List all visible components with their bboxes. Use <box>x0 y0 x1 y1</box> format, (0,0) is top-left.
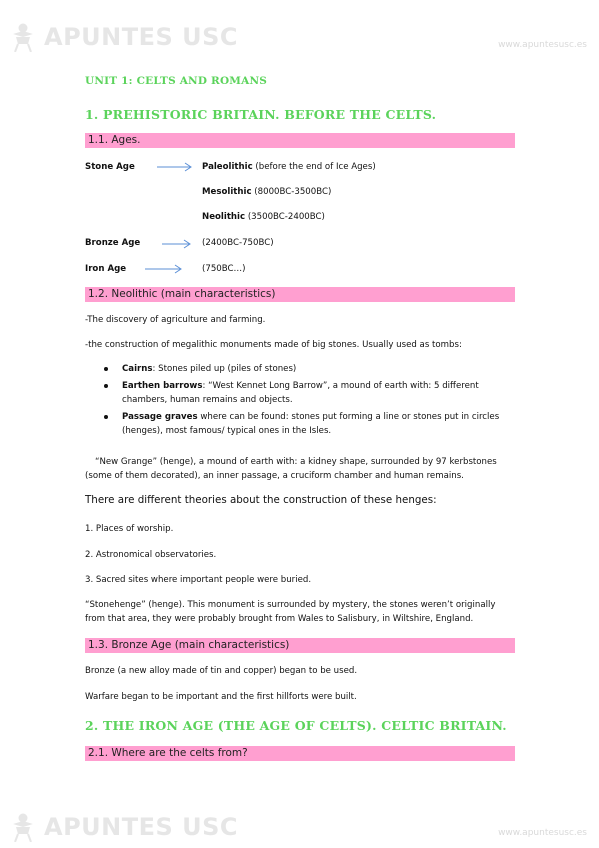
watermark-bottom <box>10 812 238 842</box>
arrow-right-icon <box>162 239 192 249</box>
bronze-age-label: Bronze Age <box>85 238 141 248</box>
iron-age-dates: (750BC…) <box>202 264 246 274</box>
watermark-url-bottom[interactable]: www.apuntesusc.es <box>498 828 587 838</box>
watermark-top <box>10 22 238 52</box>
bronze-bar: 1.3. Bronze Age (main characteristics) <box>85 638 515 653</box>
bullet-dot <box>104 384 108 388</box>
bullet-passage-graves: Passage graves where can be found: stones put forming a line or stones put in circles (henges), most famous/ typical ones in the Isles. <box>122 412 500 436</box>
paleolithic-line: Paleolithic (before the end of Ice Ages) <box>202 162 376 172</box>
neolithic-line: Neolithic (3500BC-2400BC) <box>202 212 325 222</box>
stonehenge-paragraph: “Stonehenge” (henge). This monument is surrounded by mystery, the stones weren’t originally from that area, they were probably brought from Wales to Salisbury, in Wiltshire, England. <box>85 600 496 624</box>
unit-title: UNIT 1: CELTS AND ROMANS <box>85 75 268 87</box>
celts-origin-bar: 2.1. Where are the celts from? <box>85 746 515 761</box>
stone-age-label: Stone Age <box>85 162 135 172</box>
student-icon <box>10 22 36 52</box>
mesolithic-line: Mesolithic (8000BC-3500BC) <box>202 187 332 197</box>
arrow-right-icon <box>157 162 193 172</box>
neolithic-p1: -The discovery of agriculture and farming. <box>85 315 266 325</box>
new-grange-paragraph: “New Grange” (henge), a mound of earth with: a kidney shape, surrounded by 97 kerbstones (some of them decorated), an inner passage, a cruciform chamber and human remains. <box>85 457 497 481</box>
theory-3: 3. Sacred sites where important people were buried. <box>85 575 312 585</box>
watermark-brand: APUNTES USC <box>44 813 239 841</box>
bullet-earthen-barrows: Earthen barrows: “West Kennet Long Barrow”, a mound of earth with: 5 different chambers, human remains and objects. <box>122 381 479 405</box>
bronze-age-dates: (2400BC-750BC) <box>202 238 274 248</box>
neolithic-p2: -the construction of megalithic monuments made of big stones. Usually used as tombs: <box>85 340 462 350</box>
iron-age-label: Iron Age <box>85 264 127 274</box>
section1-title: 1. PREHISTORIC BRITAIN. BEFORE THE CELTS. <box>85 107 437 122</box>
theory-1: 1. Places of worship. <box>85 524 174 534</box>
theories-heading: There are different theories about the construction of these henges: <box>85 494 437 506</box>
neolithic-bar: 1.2. Neolithic (main characteristics) <box>85 287 515 302</box>
bronze-p2: Warfare began to be important and the first hillforts were built. <box>85 692 357 702</box>
watermark-url-top[interactable]: www.apuntesusc.es <box>498 40 587 50</box>
bronze-p1: Bronze (a new alloy made of tin and copper) began to be used. <box>85 666 358 676</box>
watermark-brand: APUNTES USC <box>44 23 239 51</box>
bullet-dot <box>104 415 108 419</box>
student-icon <box>10 812 36 842</box>
ages-bar: 1.1. Ages. <box>85 133 515 148</box>
bullet-dot <box>104 367 108 371</box>
arrow-right-icon <box>145 264 183 274</box>
theory-2: 2. Astronomical observatories. <box>85 550 217 560</box>
section2-title: 2. THE IRON AGE (THE AGE OF CELTS). CELTIC BRITAIN. <box>85 718 507 733</box>
bullet-cairns: Cairns: Stones piled up (piles of stones) <box>122 364 297 374</box>
